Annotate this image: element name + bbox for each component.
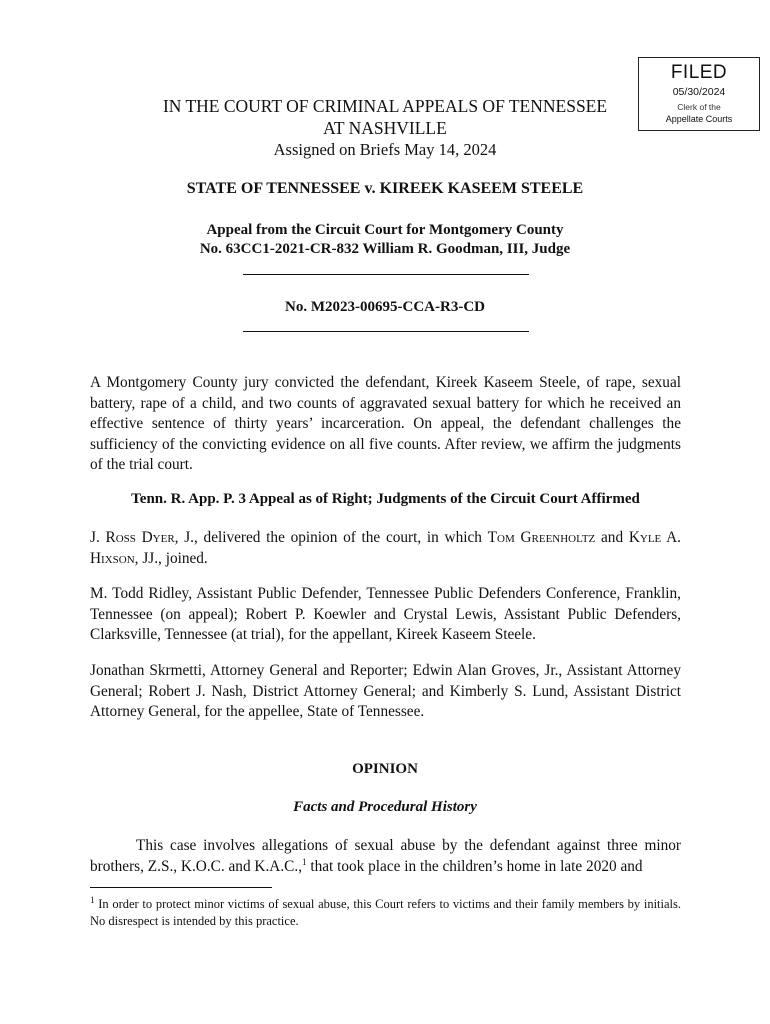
filed-date: 05/30/2024 xyxy=(672,86,726,98)
footnote-reference[interactable]: 1 xyxy=(302,856,307,867)
author-name: J. Ross Dyer xyxy=(90,529,175,546)
docket-number: No. M2023-00695-CCA-R3-CD xyxy=(285,299,485,315)
appellate-courts-label: Appellate Courts xyxy=(665,114,733,124)
filed-label: FILED xyxy=(670,62,728,83)
judge-1-name: Tom Greenholtz xyxy=(487,529,596,546)
judge-2-name: Kyle A. Hixson xyxy=(90,529,682,567)
summary-paragraph: A Montgomery County jury convicted the defendant, Kireek Kaseem Steele, of rape, sexual battery, rape of a child, and two counts of aggravated sexual battery for which he received an effective sentence of thirty years’ incarceration. On appeal, the defendant challenges the sufficiency of the convicting evidence on all five counts. After review, we affirm the judgments of the trial court. xyxy=(90,374,681,473)
disposition-line: Tenn. R. App. P. 3 Appeal as of Right; Judgments of the Circuit Court Affirmed xyxy=(131,491,640,507)
body-text-before: This case involves allegations of sexual abuse by the defendant against three minor brothers, Z.S., K.O.C. and K.A.C., xyxy=(90,837,681,875)
clerk-label: Clerk of the xyxy=(677,102,721,112)
case-caption: STATE OF TENNESSEE v. KIREEK KASEEM STEELE xyxy=(186,180,584,197)
divider-bottom xyxy=(243,331,529,332)
footnote-number: 1 xyxy=(90,894,95,905)
footnote xyxy=(90,896,681,930)
body-text-after: that took place in the children’s home in late 2020 and xyxy=(306,857,643,875)
footnote-divider xyxy=(90,887,272,888)
authorship-paragraph xyxy=(90,528,681,569)
body-paragraph xyxy=(90,836,681,877)
footnote-text: In order to protect minor victims of sexual abuse, this Court refers to victims and their family members by initials. No disrespect is intended by this practice. xyxy=(90,897,681,928)
counsel-appellee: Jonathan Skrmetti, Attorney General and Reporter; Edwin Alan Groves, Jr., Assistant Attorney General; Robert J. Nash, District Attorney General; and Kimberly S. Lund, Assistant District Attorney General, for the appellee, State of Tennessee. xyxy=(90,662,681,720)
appeal-from: Appeal from the Circuit Court for Montgomery County xyxy=(206,222,564,238)
opinion-heading: OPINION xyxy=(352,761,418,777)
trial-number-judge: No. 63CC1-2021-CR-832 William R. Goodman, III, Judge xyxy=(199,241,571,257)
counsel-appellant: M. Todd Ridley, Assistant Public Defender, Tennessee Public Defenders Conference, Franklin, Tennessee (on appeal); Robert P. Koewler and Crystal Lewis, Assistant Public Defenders, Clarksville, Tennessee (at trial), for the appellant, Kireek Kaseem Steele. xyxy=(90,585,681,643)
court-name: IN THE COURT OF CRIMINAL APPEALS OF TENNESSEE xyxy=(162,96,608,116)
authorship-text-3: , JJ., joined. xyxy=(134,549,208,567)
facts-heading: Facts and Procedural History xyxy=(293,799,477,815)
court-location: AT NASHVILLE xyxy=(323,118,447,138)
authorship-text-2: and xyxy=(595,529,629,546)
authorship-text-1: , J., delivered the opinion of the court, in which xyxy=(174,529,488,546)
assigned-date: Assigned on Briefs May 14, 2024 xyxy=(273,140,497,159)
divider-top xyxy=(243,274,529,275)
